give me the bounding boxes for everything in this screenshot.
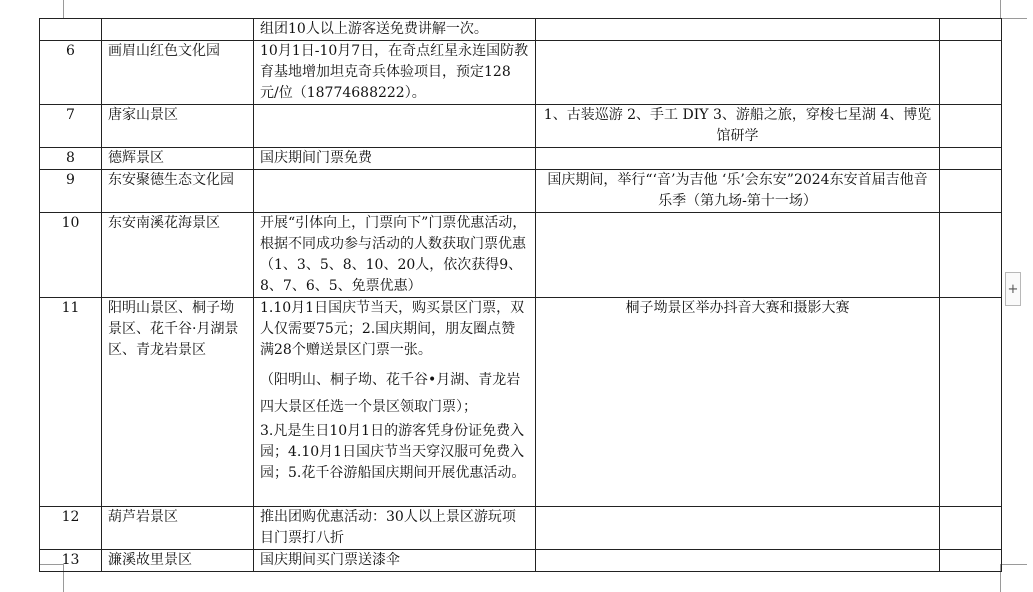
extra-cell (940, 105, 1002, 148)
row-number: 8 (40, 148, 102, 170)
table-row (40, 298, 1002, 507)
table-row (40, 170, 1002, 213)
activity-text: 国庆期间，举行“‘音’为吉他 ‘乐’会东安”2024东安首届吉他音乐季（第九场-第十一场） (536, 170, 940, 213)
activity-text: 1、古装巡游 2、手工 DIY 3、游船之旅，穿梭七星湖 4、博览馆研学 (536, 105, 940, 148)
table-row (40, 19, 1002, 41)
discount-text: 推出团购优惠活动：30人以上景区游玩项目门票打八折 (254, 507, 536, 550)
row-number: 6 (40, 41, 102, 105)
discount-text: 1.10月1日国庆节当天，购买景区门票，双人仅需要75元；2.国庆期间，朋友圈点赞满28个赠送景区门票一张。 (260, 300, 525, 358)
activity-text (536, 19, 940, 41)
table-row (40, 41, 1002, 105)
row-number (40, 19, 102, 41)
scenic-name: 东安聚德生态文化园 (102, 170, 254, 213)
extra-cell (940, 170, 1002, 213)
discount-text: 10月1日-10月7日，在奇点红星永连国防教育基地增加坦克奇兵体验项目，预定128元/位（18774688222）。 (254, 41, 536, 105)
discount-text: 开展“引体向上，门票向下”门票优惠活动，根据不同成功参与活动的人数获取门票优惠（1、3、5、8、10、20人，依次获得9、8、7、6、5、免票优惠） (254, 213, 536, 298)
extra-cell (940, 507, 1002, 550)
table-row (40, 213, 1002, 298)
discount-text: 国庆期间买门票送漆伞 (254, 550, 536, 572)
scenic-name: 画眉山红色文化园 (102, 41, 254, 105)
activity-text (536, 148, 940, 170)
extra-cell (940, 148, 1002, 170)
activity-text (536, 507, 940, 550)
row-number: 11 (40, 298, 102, 507)
extra-cell (940, 19, 1002, 41)
crop-mark-top-right (1000, 0, 1027, 19)
scenic-name: 濂溪故里景区 (102, 550, 254, 572)
crop-mark-top-left (39, 0, 64, 19)
extra-cell (940, 550, 1002, 572)
table-row (40, 105, 1002, 148)
discount-cell (254, 298, 536, 507)
activity-text: 桐子坳景区举办抖音大赛和摄影大赛 (536, 298, 940, 507)
extra-cell (940, 298, 1002, 507)
scenic-name: 东安南溪花海景区 (102, 213, 254, 298)
discount-text: 国庆期间门票免费 (254, 148, 536, 170)
row-number: 10 (40, 213, 102, 298)
table-row (40, 507, 1002, 550)
row-number: 7 (40, 105, 102, 148)
crop-mark-bottom-right (1000, 564, 1027, 592)
scenic-name (102, 19, 254, 41)
discount-text: 组团10人以上游客送免费讲解一次。 (254, 19, 536, 41)
scenic-name: 唐家山景区 (102, 105, 254, 148)
activity-text (536, 550, 940, 572)
discount-note: （阳明山、桐子坳、花千谷•月湖、青龙岩四大景区任选一个景区领取门票）； (260, 372, 521, 415)
extra-cell (940, 41, 1002, 105)
row-number: 12 (40, 507, 102, 550)
activity-text (536, 41, 940, 105)
table-row (40, 148, 1002, 170)
scenic-name: 阳明山景区、桐子坳景区、花千谷·月湖景区、青龙岩景区 (102, 298, 254, 507)
scenic-name: 德辉景区 (102, 148, 254, 170)
activities-table (39, 18, 1002, 572)
discount-text-continued: 3.凡是生日10月1日的游客凭身份证免费入园；4.10月1日国庆节当天穿汉服可免费入园；5.花千谷游船国庆期间开展优惠活动。 (260, 423, 526, 481)
row-number: 13 (40, 550, 102, 572)
table-row (40, 550, 1002, 572)
discount-text (254, 105, 536, 148)
row-number: 9 (40, 170, 102, 213)
add-row-button[interactable]: + (1005, 272, 1021, 306)
discount-text (254, 170, 536, 213)
extra-cell (940, 213, 1002, 298)
activity-text (536, 213, 940, 298)
scenic-name: 葫芦岩景区 (102, 507, 254, 550)
